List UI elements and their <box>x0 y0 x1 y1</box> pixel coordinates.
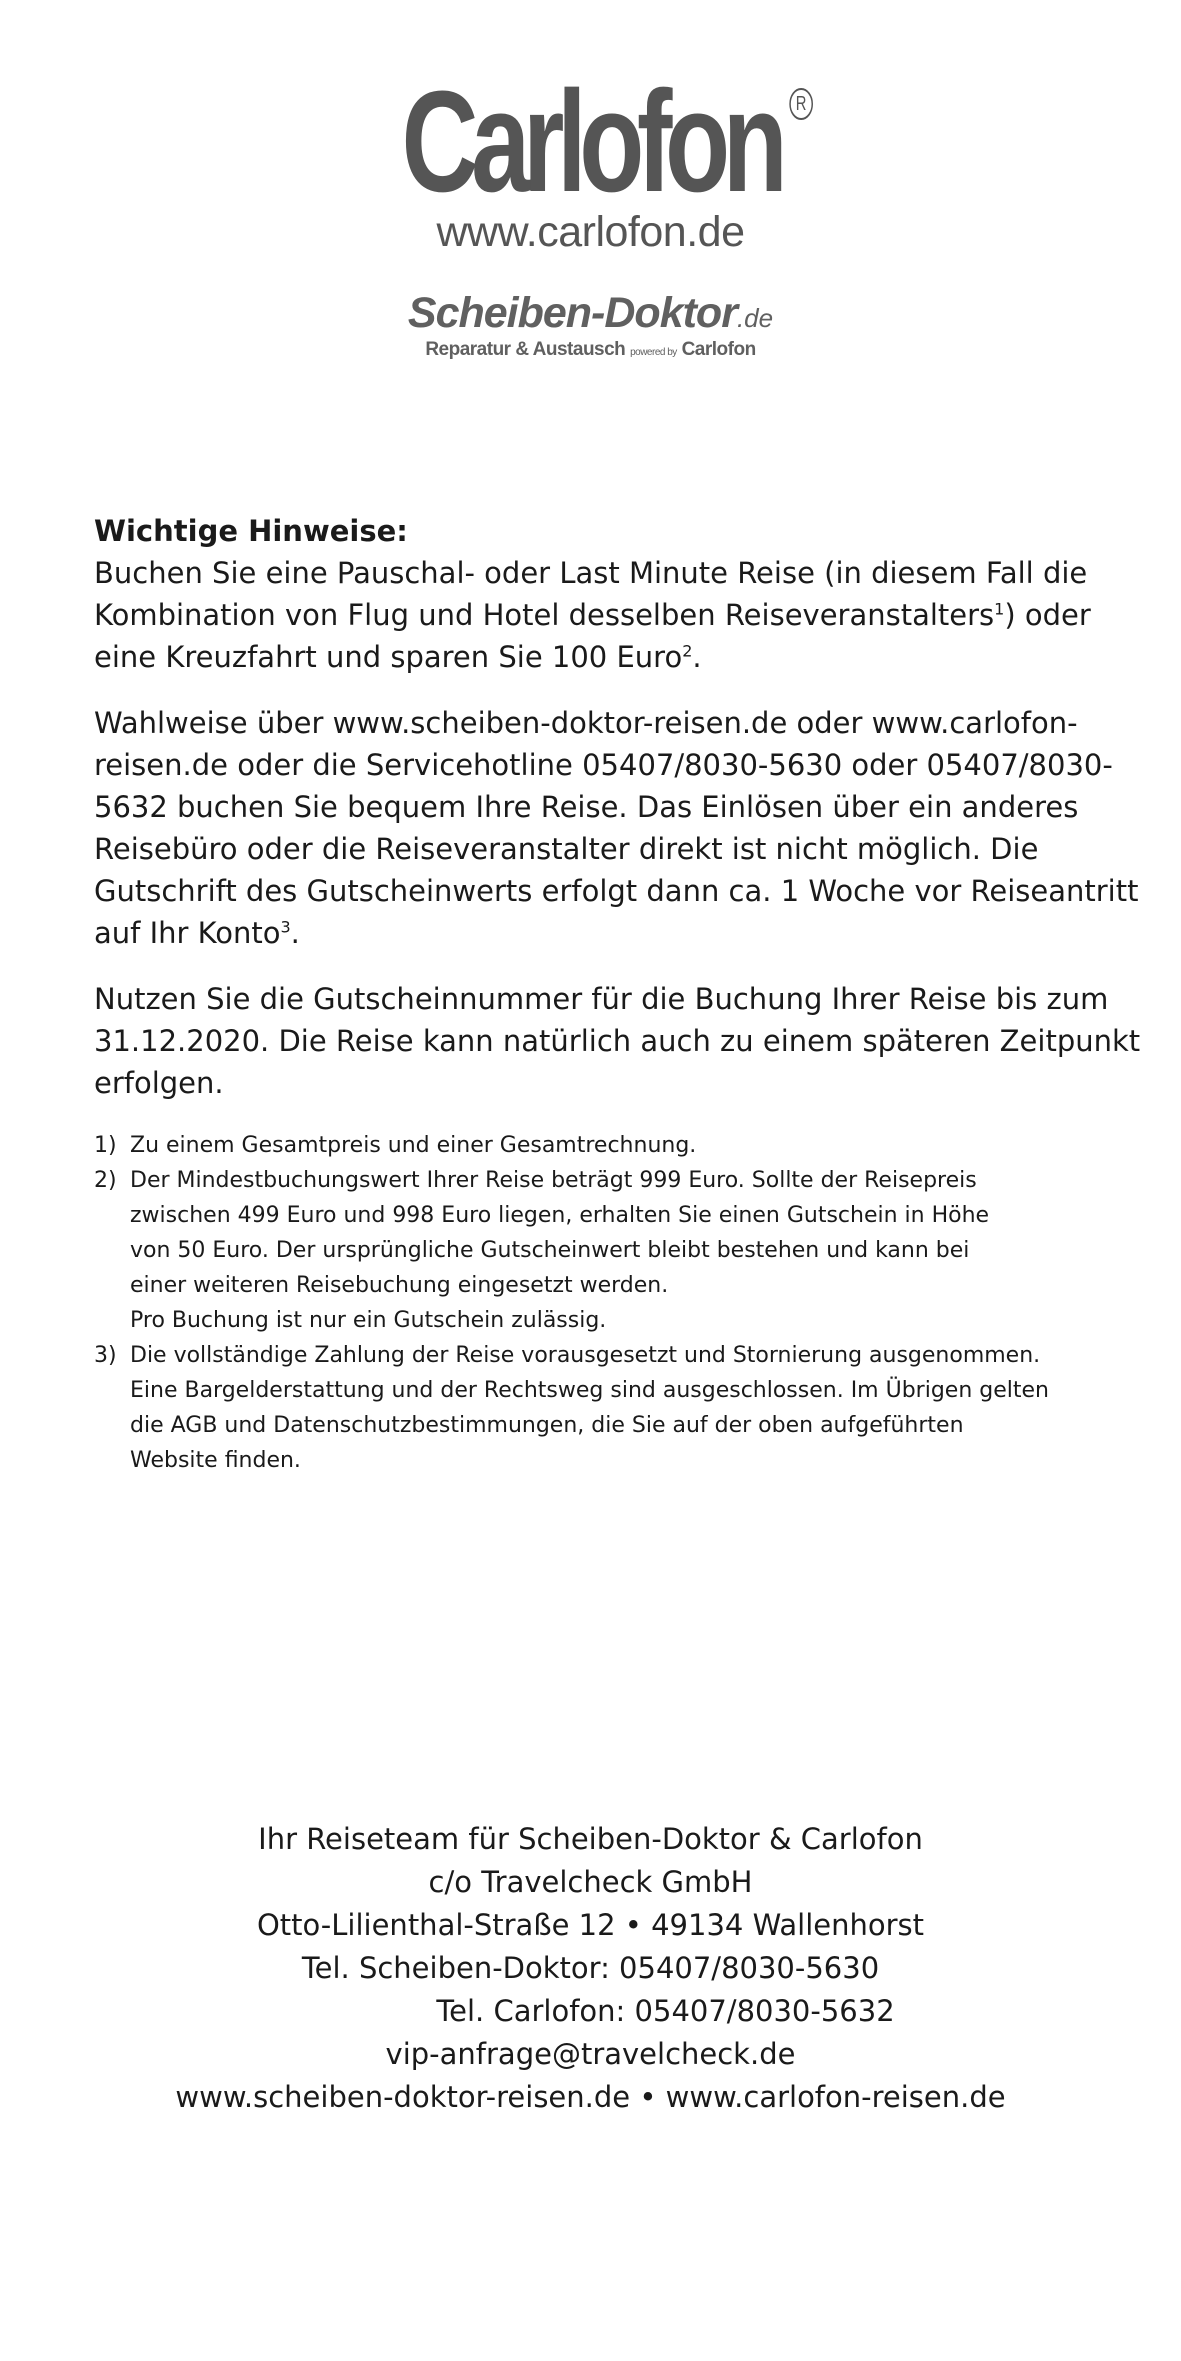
footnote-item <box>94 1338 1144 1478</box>
carlofon-logo-name: Carlofon <box>401 61 780 222</box>
powered-by-text: powered by <box>630 347 677 358</box>
footnote-line: Der Mindestbuchungswert Ihrer Reise beträgt 999 Euro. Sollte der Reisepreis <box>130 1168 977 1193</box>
contact-phone-carlofon: Tel. Carlofon: 05407/8030-5632 <box>436 1994 895 2028</box>
notice-paragraph-booking <box>94 702 1144 954</box>
contact-block <box>0 1818 1181 2119</box>
booking-text: Wahlweise über www.scheiben-doktor-reisen.de oder www.carlofon-reisen.de oder die Servicehotline 05407/8030-5630 oder 05407/8030-5632 buchen Sie bequem Ihre Reise. Das Einlösen über ein anderes Reisebüro oder die Reiseveranstalter direkt ist nicht möglich. Die Gutschrift des Gutscheinwerts erfolgt dann ca. 1 Woche vor Reiseantritt auf Ihr Konto <box>94 706 1139 950</box>
footnote-line: die AGB und Datenschutzbestimmungen, die Sie auf der oben aufgeführten <box>130 1413 964 1438</box>
footnote-item <box>94 1163 1144 1338</box>
scheiben-doktor-tagline <box>0 339 1181 361</box>
notice-heading: Wichtige Hinweise: <box>94 514 408 548</box>
footnote-line: Eine Bargelderstattung und der Rechtsweg sind ausgeschlossen. Im Übrigen gelten <box>130 1378 1049 1403</box>
notice-section <box>94 510 1144 1478</box>
powered-by-brand: Carlofon <box>681 339 756 360</box>
footnote-ref-1: 1 <box>994 599 1005 619</box>
notice-paragraph-offer <box>94 552 1144 678</box>
tagline-text: Reparatur & Austausch <box>425 339 626 360</box>
offer-text-3: . <box>692 640 702 674</box>
footnote-line: von 50 Euro. Der ursprüngliche Gutscheinwert bleibt bestehen und kann bei <box>130 1238 970 1263</box>
footnote-ref-2: 2 <box>682 641 693 661</box>
footnote-item <box>94 1128 1144 1163</box>
footnote-line: Website finden. <box>130 1448 301 1473</box>
scheiben-doktor-wordmark <box>407 289 774 337</box>
footnotes-list <box>94 1128 1144 1478</box>
contact-websites: www.scheiben-doktor-reisen.de • www.carlofon-reisen.de <box>175 2080 1006 2114</box>
footnote-ref-3: 3 <box>280 917 291 937</box>
offer-text-2: ) oder eine Kreuzfahrt und sparen Sie 100 Euro <box>94 598 1091 674</box>
contact-company: c/o Travelcheck GmbH <box>428 1865 753 1899</box>
notice-paragraph-validity: Nutzen Sie die Gutscheinnummer für die Buchung Ihrer Reise bis zum 31.12.2020. Die Reise kann natürlich auch zu einem späteren Zeitpunkt erfolgen. <box>94 982 1141 1100</box>
carlofon-logo-url: www.carlofon.de <box>436 208 745 256</box>
footnote-number: 2) <box>94 1168 117 1193</box>
scheiben-doktor-tld: .de <box>736 303 774 333</box>
footnote-number: 1) <box>94 1133 117 1158</box>
contact-team: Ihr Reiseteam für Scheiben-Doktor & Carlofon <box>258 1822 923 1856</box>
carlofon-logo <box>0 61 1181 257</box>
offer-text-1: Buchen Sie eine Pauschal- oder Last Minute Reise (in diesem Fall die Kombination von Flug und Hotel desselben Reiseveranstalters <box>94 556 1088 632</box>
contact-phone-scheiben-doktor: Tel. Scheiben-Doktor: 05407/8030-5630 <box>301 1951 880 1985</box>
contact-email: vip-anfrage@travelcheck.de <box>385 2037 796 2071</box>
scheiben-doktor-logo <box>0 289 1181 361</box>
scheiben-doktor-name: Scheiben-Doktor <box>407 289 737 337</box>
booking-text-end: . <box>290 916 300 950</box>
footnote-line: zwischen 499 Euro und 998 Euro liegen, erhalten Sie einen Gutschein in Höhe <box>130 1203 990 1228</box>
registered-mark: R <box>789 88 813 120</box>
footnote-line: Pro Buchung ist nur ein Gutschein zulässig. <box>130 1308 607 1333</box>
footnote-line: Die vollständige Zahlung der Reise vorausgesetzt und Stornierung ausgenommen. <box>130 1343 1041 1368</box>
carlofon-wordmark <box>401 61 806 222</box>
footnote-line: Zu einem Gesamtpreis und einer Gesamtrechnung. <box>130 1133 697 1158</box>
footnote-number: 3) <box>94 1343 117 1368</box>
contact-address: Otto-Lilienthal-Straße 12 • 49134 Wallenhorst <box>256 1908 925 1942</box>
footnote-line: einer weiteren Reisebuchung eingesetzt werden. <box>130 1273 669 1298</box>
